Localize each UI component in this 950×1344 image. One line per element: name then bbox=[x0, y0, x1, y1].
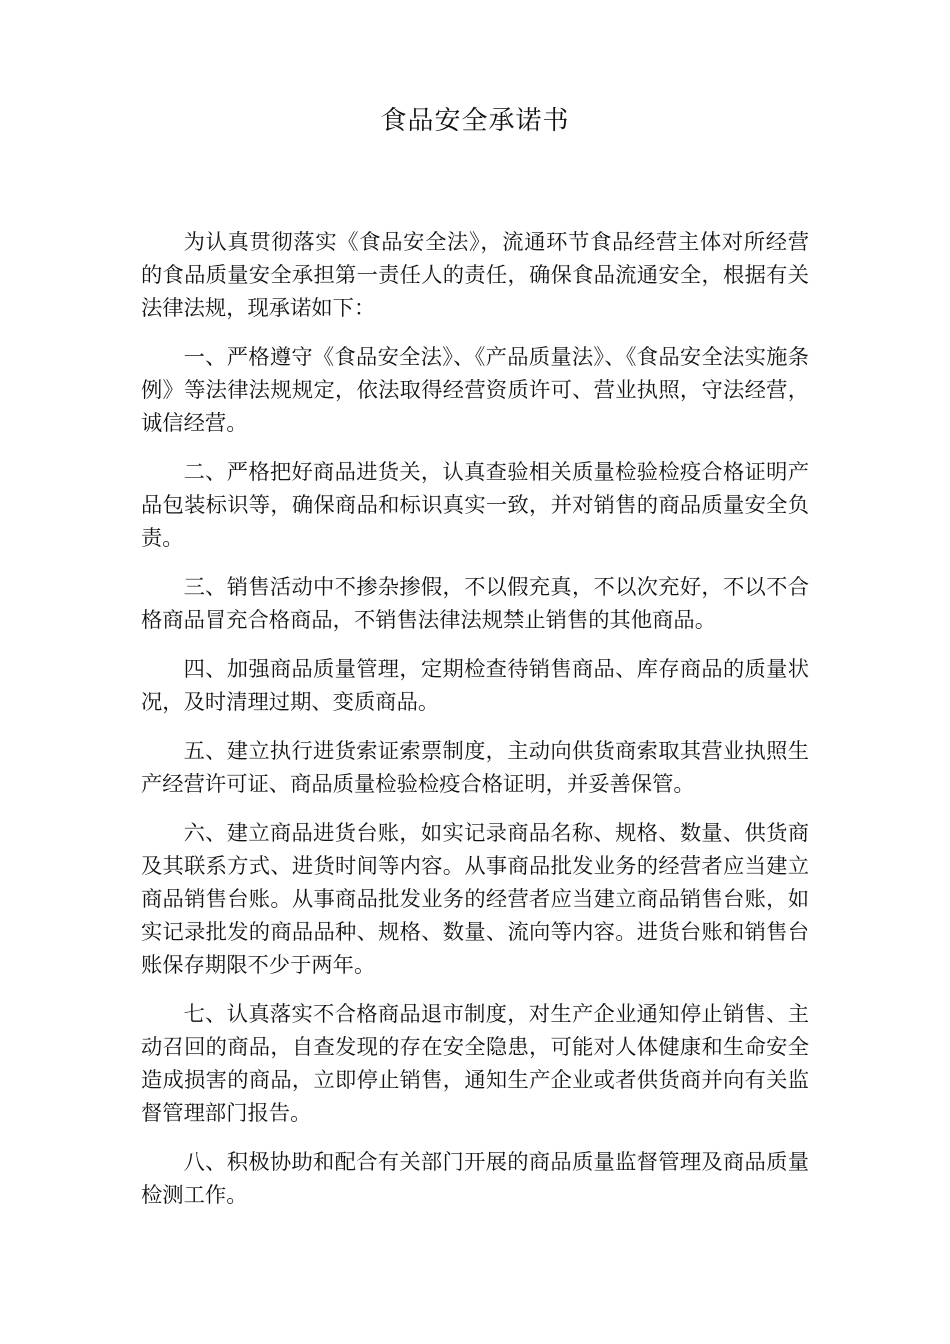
document-body bbox=[141, 226, 809, 1228]
document-title: 食品安全承诺书 bbox=[380, 106, 570, 136]
clause-8-paragraph: 八、积极协助和配合有关部门开展的商品质量监督管理及商品质量检测工作。 bbox=[141, 1150, 809, 1208]
clause-6-paragraph: 六、建立商品进货台账，如实记录商品名称、规格、数量、供货商及其联系方式、进货时间等内容。从事商品批发业务的经营者应当建立商品销售台账。从事商品批发业务的经营者应当建立商品销售台账，如实记录批发的商品品种、规格、数量、流向等内容。进货台账和销售台账保存期限不少于两年。 bbox=[141, 821, 809, 978]
clause-3-paragraph: 三、销售活动中不掺杂掺假，不以假充真，不以次充好，不以不合格商品冒充合格商品，不销售法律法规禁止销售的其他商品。 bbox=[141, 575, 809, 633]
clause-7-paragraph: 七、认真落实不合格商品退市制度，对生产企业通知停止销售、主动召回的商品，自查发现的存在安全隐患，可能对人体健康和生命安全造成损害的商品，立即停止销售，通知生产企业或者供货商并向有关监督管理部门报告。 bbox=[141, 1002, 809, 1126]
clause-4-paragraph: 四、加强商品质量管理，定期检查待销售商品、库存商品的质量状况，及时清理过期、变质商品。 bbox=[141, 657, 809, 715]
clause-1-paragraph: 一、严格遵守《食品安全法》、《产品质量法》、《食品安全法实施条例》等法律法规规定，依法取得经营资质许可、营业执照，守法经营，诚信经营。 bbox=[141, 345, 809, 436]
clause-5-paragraph: 五、建立执行进货索证索票制度，主动向供货商索取其营业执照生产经营许可证、商品质量检验检疫合格证明，并妥善保管。 bbox=[141, 739, 809, 797]
intro-paragraph: 为认真贯彻落实《食品安全法》，流通环节食品经营主体对所经营的食品质量安全承担第一责任人的责任，确保食品流通安全，根据有关法律法规，现承诺如下： bbox=[141, 230, 809, 321]
clause-2-paragraph: 二、严格把好商品进货关，认真查验相关质量检验检疫合格证明产品包装标识等，确保商品和标识真实一致，并对销售的商品质量安全负责。 bbox=[141, 460, 809, 551]
